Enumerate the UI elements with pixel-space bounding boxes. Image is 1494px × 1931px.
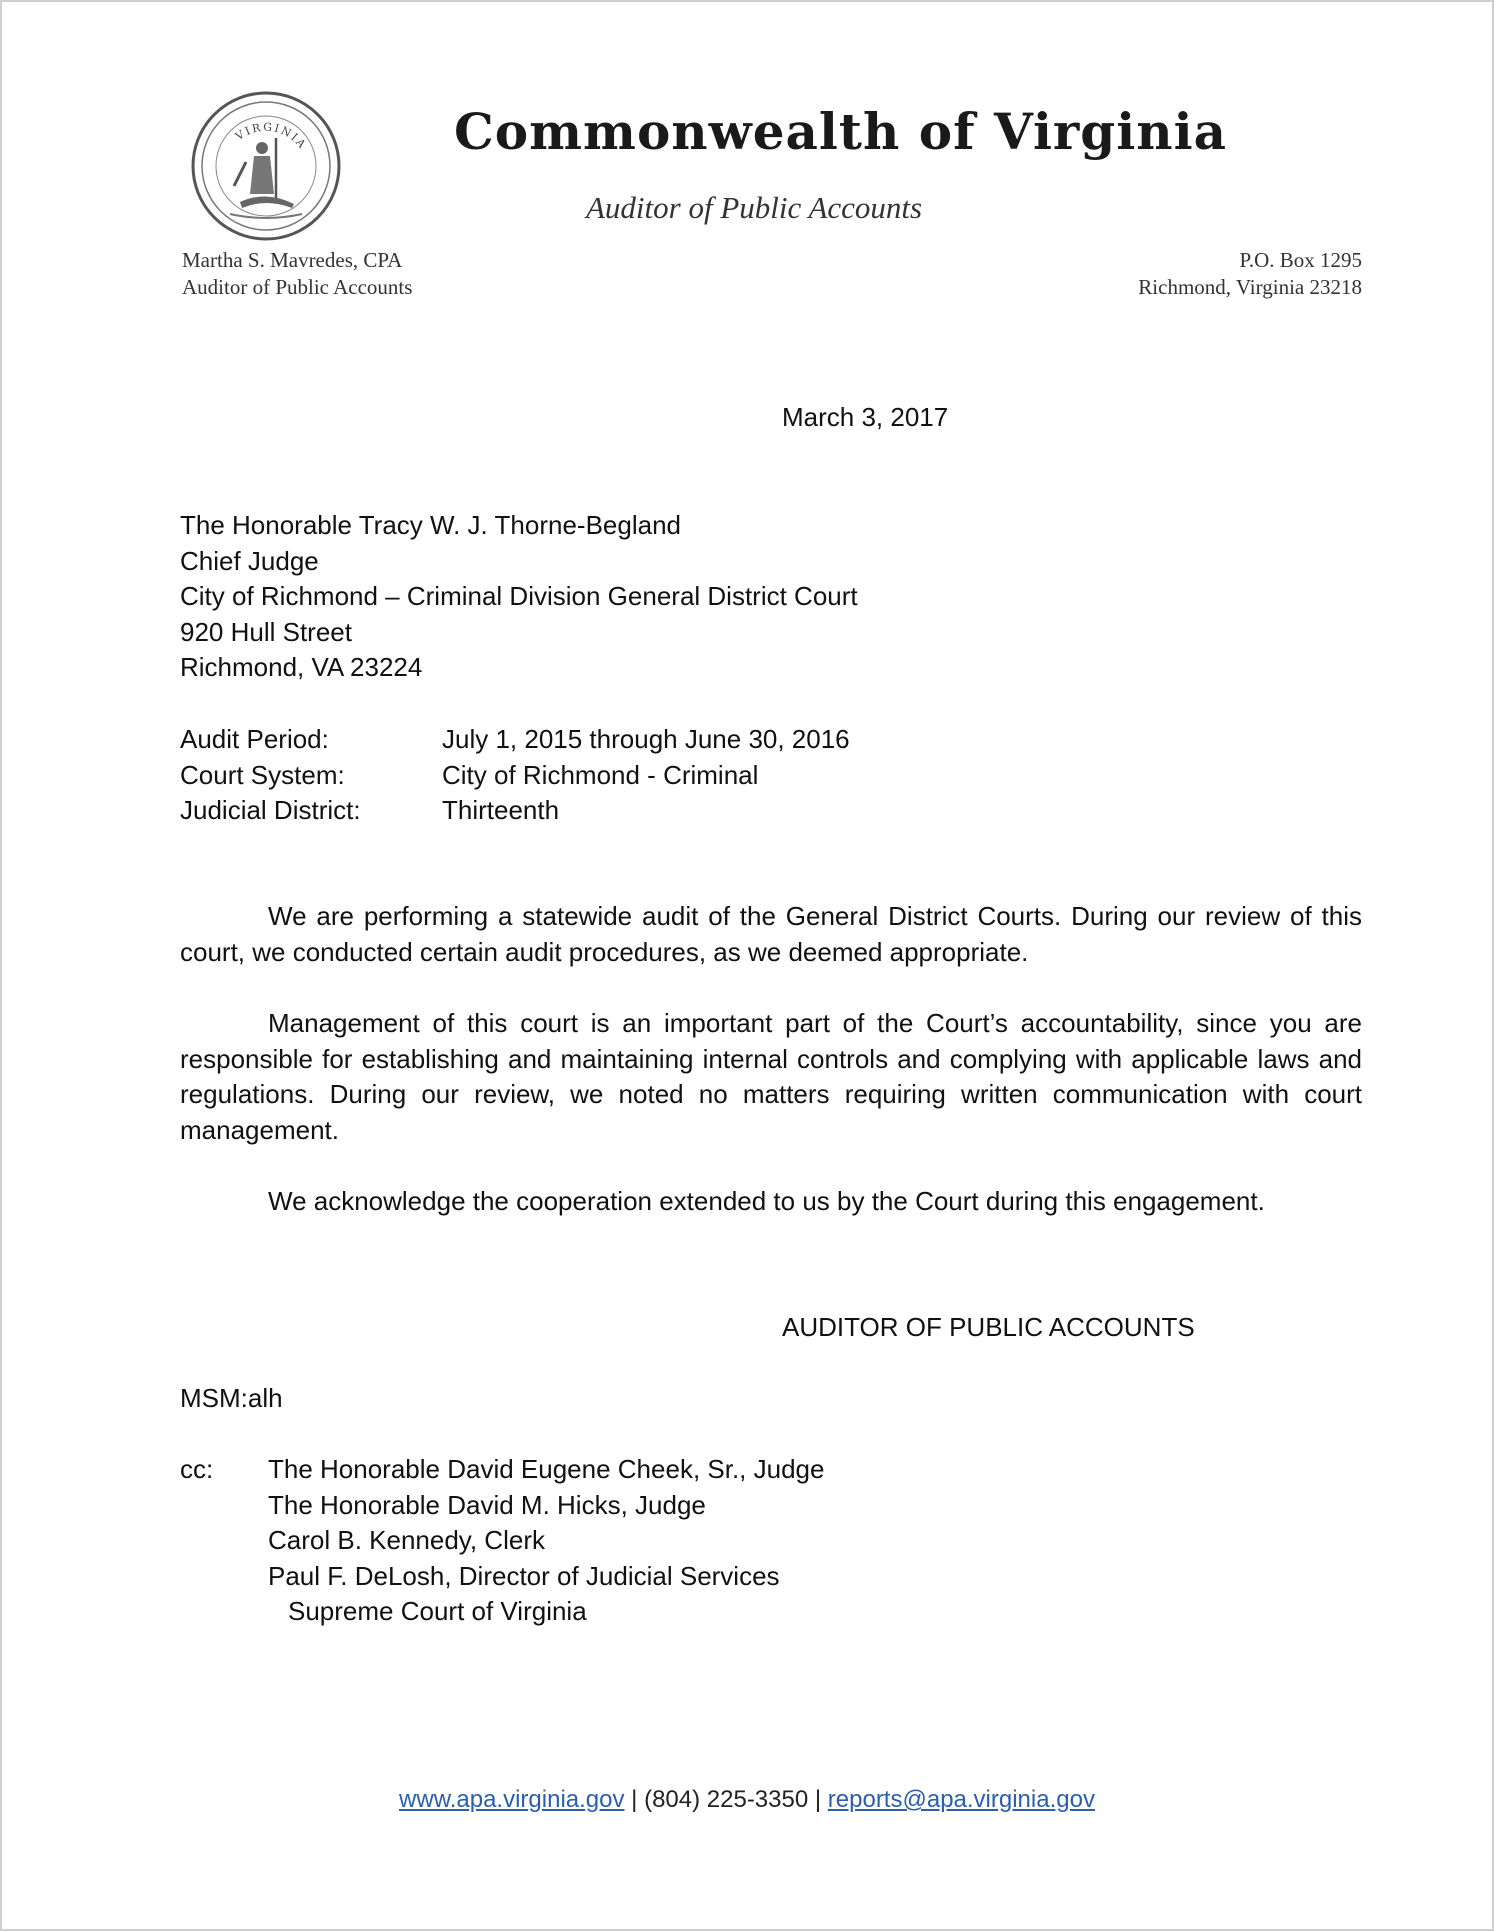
reference-initials: MSM:alh	[180, 1383, 283, 1413]
audit-period-value: July 1, 2015 through June 30, 2016	[442, 724, 850, 754]
judicial-district-label: Judicial District:	[180, 795, 361, 826]
cc-recipient: Paul F. DeLosh, Director of Judicial Services	[268, 1560, 780, 1591]
letterhead-right-block	[1138, 247, 1362, 301]
audit-info-row	[180, 722, 850, 758]
letterhead-left-block	[182, 247, 412, 301]
court-system-value: City of Richmond - Criminal	[442, 759, 759, 790]
audit-info-row	[180, 793, 850, 829]
address-line: Richmond, VA 23224	[180, 652, 423, 683]
audit-info	[180, 722, 850, 829]
footer-separator: |	[624, 1786, 645, 1813]
address-line: City of Richmond – Criminal Division General District Court	[180, 581, 858, 612]
letterhead-subtitle: Auditor of Public Accounts	[586, 190, 923, 225]
address-line: Chief Judge	[180, 545, 319, 576]
cc-recipient: Carol B. Kennedy, Clerk	[268, 1525, 545, 1556]
footer-separator: |	[808, 1786, 828, 1813]
body-paragraph-3: We acknowledge the cooperation extended to us by the Court during this engagement.	[268, 1186, 1265, 1216]
cc-block	[180, 1452, 824, 1630]
footer	[2, 1786, 1492, 1814]
audit-period-label: Audit Period:	[180, 724, 329, 754]
address-line: The Honorable Tracy W. J. Thorne-Begland	[180, 510, 681, 540]
footer-phone: (804) 225-3350	[644, 1786, 809, 1813]
body-paragraph-2: Management of this court is an important part of the Court’s accountability, since you are responsible for establishing and maintaining internal controls and complying with applicable laws and regulations. During our review, we noted no matters requiring written communication with court management.	[180, 1008, 1362, 1145]
email-link[interactable]: reports@apa.virginia.gov	[827, 1786, 1095, 1813]
seal-text: VIRGINIA	[233, 120, 310, 153]
recipient-address	[180, 508, 858, 686]
audit-info-row	[180, 758, 850, 794]
letterhead-title: Commonwealth of Virginia	[454, 102, 1227, 161]
website-link[interactable]: www.apa.virginia.gov	[399, 1786, 625, 1813]
letter-date: March 3, 2017	[782, 402, 949, 432]
cc-label: cc:	[180, 1454, 214, 1484]
signature-block: AUDITOR OF PUBLIC ACCOUNTS	[782, 1312, 1195, 1342]
auditor-name: Martha S. Mavredes, CPA	[182, 248, 403, 272]
cc-recipient: Supreme Court of Virginia	[288, 1596, 587, 1627]
auditor-role: Auditor of Public Accounts	[182, 275, 413, 299]
po-box: P.O. Box 1295	[1239, 248, 1362, 272]
virginia-seal-icon	[190, 90, 342, 242]
po-city: Richmond, Virginia 23218	[1138, 275, 1362, 299]
address-line: 920 Hull Street	[180, 616, 352, 647]
cc-recipient: The Honorable David Eugene Cheek, Sr., Judge	[268, 1454, 825, 1484]
cc-recipient: The Honorable David M. Hicks, Judge	[268, 1489, 706, 1520]
judicial-district-value: Thirteenth	[442, 795, 560, 826]
court-system-label: Court System:	[180, 759, 345, 790]
svg-text:VIRGINIA	[232, 121, 309, 152]
cc-list	[268, 1452, 824, 1630]
body-paragraph-1: We are performing a statewide audit of the General District Courts. During our review of this court, we conducted certain audit procedures, as we deemed appropriate.	[180, 901, 1362, 967]
